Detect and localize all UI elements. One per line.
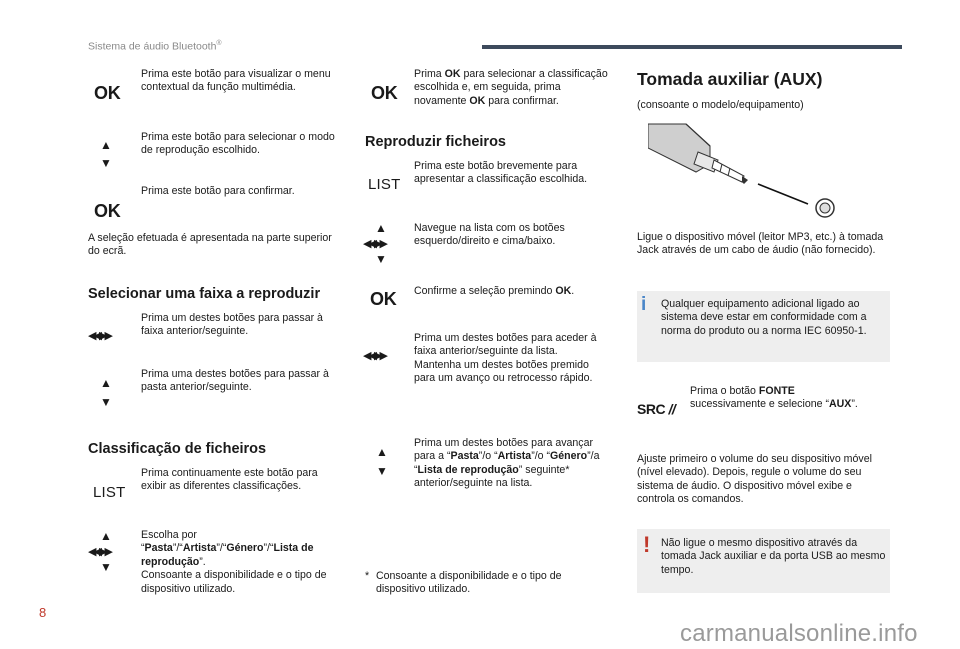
text-list-brief: Prima este botão brevemente para apresentar a classificação escolhida. <box>414 160 588 186</box>
header-bar <box>482 45 902 49</box>
running-header: Sistema de áudio Bluetooth® <box>88 40 222 53</box>
text-advance-folder: Prima um destes botões para avançar para a “Pasta”/o “Artista”/o “Género”/a “Lista de reprodução” seguinte* anterior/seguinte na lista. <box>414 437 600 490</box>
up-arrow-icon: ▲ <box>100 376 112 390</box>
page-number: 8 <box>39 605 47 620</box>
footnote: Consoante a disponibilidade e o tipo de dispositivo utilizado. <box>376 570 562 596</box>
heading-play-files: Reproduzir ficheiros <box>365 134 506 150</box>
src-button-icon: SRC // <box>637 401 676 417</box>
text-select-mode: Prima este botão para selecionar o modo de reprodução escolhido. <box>141 131 335 157</box>
subtitle-model: (consoante o modelo/equipamento) <box>637 99 804 111</box>
info-note <box>637 291 890 362</box>
down-arrow-icon: ▼ <box>100 395 112 409</box>
down-arrow-icon: ▼ <box>100 156 112 170</box>
watermark: carmanualsonline.info <box>680 620 918 647</box>
list-button-icon: LIST <box>368 176 401 193</box>
up-arrow-icon: ▲ <box>100 138 112 152</box>
text-hold-list: Prima continuamente este botão para exibir as diferentes classificações. <box>141 467 318 493</box>
jack-plug-illustration <box>648 120 840 224</box>
text-confirm-ok: Confirme a seleção premindo OK. <box>414 285 575 297</box>
nav-arrows-icon: ▲ ◀◀ ▶▶ ▼ <box>88 529 112 574</box>
info-text: Qualquer equipamento adicional ligado ao sistema deve estar em conformidade com a norma do produto ou a norma IEC 60950-1. <box>661 298 867 337</box>
text-ok-classification: Prima OK para selecionar a classificação escolhida e, em seguida, prima novamente OK para confirmar. <box>414 68 608 107</box>
text-press-source: Prima o botão FONTE sucessivamente e selecione “AUX”. <box>690 385 858 411</box>
paragraph-connect: Ligue o dispositivo móvel (leitor MP3, etc.) à tomada Jack através de um cabo de áudio (não fornecido). <box>637 231 884 257</box>
ok-button-icon: OK <box>94 201 121 221</box>
paragraph-volume: Ajuste primeiro o volume do seu dispositivo móvel (nível elevado). Depois, regule o volume do seu sistema de áudio. O dispositivo móvel exibe e controla os comandos. <box>637 453 872 506</box>
footnote-mark: * <box>365 570 370 582</box>
list-button-icon: LIST <box>93 484 126 501</box>
warning-icon: ! <box>643 532 651 557</box>
paragraph-selection: A seleção efetuada é apresentada na parte superior do ecrã. <box>88 232 332 258</box>
text-confirm: Prima este botão para confirmar. <box>141 185 295 197</box>
info-icon: i <box>641 294 647 315</box>
text-prev-next-list: Prima um destes botões para aceder à faixa anterior/seguinte da lista. Mantenha um destes botões premido para um avanço ou retrocesso rápido. <box>414 332 597 385</box>
text-prev-next-track: Prima um destes botões para passar à faixa anterior/seguinte. <box>141 312 323 338</box>
text-navigate-list: Navegue na lista com os botões esquerdo/direito e cima/baixo. <box>414 222 565 248</box>
ok-button-icon: OK <box>370 289 397 309</box>
prev-next-icon: ◀◀ ▶▶ <box>88 330 110 342</box>
text-prev-next-folder: Prima uma destes botões para passar à pasta anterior/seguinte. <box>141 368 329 394</box>
heading-aux: Tomada auxiliar (AUX) <box>637 69 823 89</box>
warning-text: Não ligue o mesmo dispositivo através da tomada Jack auxiliar e da porta USB ao mesmo tempo. <box>661 537 886 576</box>
text-ok-menu: Prima este botão para visualizar o menu contextual da função multimédia. <box>141 68 331 94</box>
ok-button-icon: OK <box>371 83 398 103</box>
text-choose-by: Escolha por “Pasta”/“Artista”/“Género”/“Lista de reprodução”. Consoante a disponibilidade e o tipo de dispositivo utilizado. <box>141 529 327 595</box>
warning-note <box>637 529 890 593</box>
up-arrow-icon: ▲ <box>376 445 388 459</box>
prev-next-icon: ◀◀ ▶▶ <box>363 350 385 362</box>
heading-select-track: Selecionar uma faixa a reproduzir <box>88 286 321 302</box>
nav-arrows-icon: ▲ ◀◀ ▶▶ ▼ <box>363 221 387 266</box>
heading-classification: Classificação de ficheiros <box>88 441 267 457</box>
ok-button-icon: OK <box>94 83 121 103</box>
down-arrow-icon: ▼ <box>376 464 388 478</box>
